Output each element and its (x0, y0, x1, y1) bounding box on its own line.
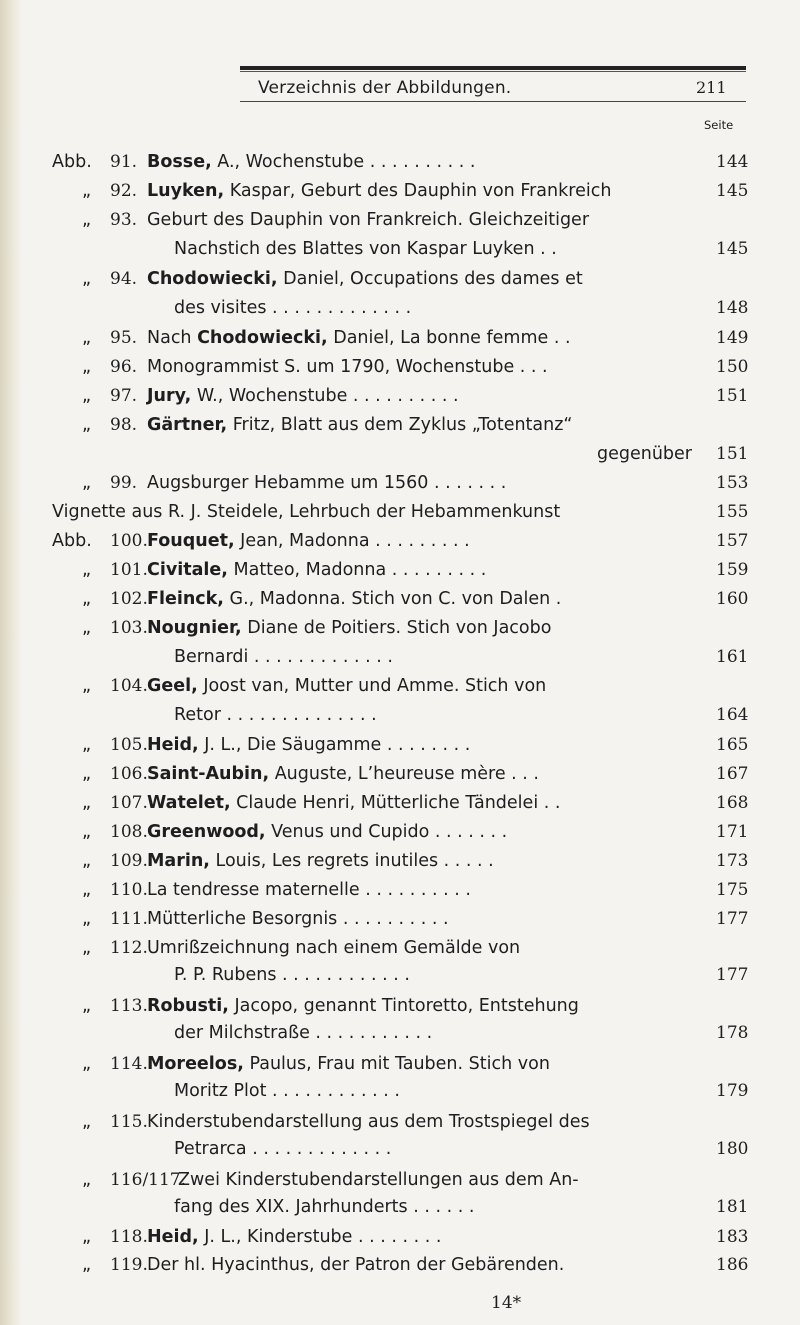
entry-number: 93. (110, 210, 138, 230)
entry-page-number: 177 (716, 909, 749, 929)
entry-number: 109. (110, 851, 148, 871)
entry-title: Umrißzeichnung nach einem Gemälde von (147, 938, 521, 958)
entry-ditto: „ (82, 1170, 92, 1190)
entry-ditto: „ (82, 328, 92, 348)
entry-text (147, 1254, 564, 1276)
entry-page-number: 175 (716, 880, 749, 900)
entry-page-number: 186 (716, 1255, 749, 1275)
entry-ditto: „ (82, 822, 92, 842)
entry-number: 103. (110, 618, 148, 638)
entry-page-number: 180 (716, 1139, 749, 1159)
entry-ditto: „ (82, 1255, 92, 1275)
entry-ditto: „ (82, 618, 92, 638)
entry-continuation: Moritz Plot . . . . . . . . . . . . (174, 1081, 400, 1101)
entry-text (147, 734, 470, 756)
entry-number: 94. (110, 269, 138, 289)
entry-ditto: „ (82, 996, 92, 1016)
entry-number: 111. (110, 909, 148, 929)
entry-title: G., Madonna. Stich von C. von Dalen . (223, 589, 562, 609)
entry-ditto: „ (82, 735, 92, 755)
entry-text (147, 588, 561, 610)
entry-title: Jean, Madonna . . . . . . . . . (234, 531, 470, 551)
entry-artist: Nougnier, (147, 618, 242, 638)
entry-page-number: 150 (716, 357, 749, 377)
entry-title: Kaspar, Geburt des Dauphin von Frankreich (224, 181, 612, 201)
page-number: 211 (696, 78, 727, 97)
entry-number: 110. (110, 880, 148, 900)
entry-number: 118. (110, 1227, 148, 1247)
entry-page-number: 173 (716, 851, 749, 871)
entry-text (147, 209, 589, 231)
entry-artist: Saint-Aubin, (147, 764, 270, 784)
entry-artist: Watelet, (147, 793, 231, 813)
entry-page-number: 168 (716, 793, 749, 813)
entry-continuation: fang des XIX. Jahrhunderts . . . . . . (174, 1197, 475, 1217)
entry-page-number: 145 (716, 181, 749, 201)
entry-text-full: Vignette aus R. J. Steidele, Lehrbuch der Hebammenkunst (52, 502, 561, 522)
entry-text (147, 151, 475, 173)
entry-number: 105. (110, 735, 148, 755)
entry-number: 115. (110, 1112, 148, 1132)
entry-continuation: P. P. Rubens . . . . . . . . . . . . (174, 965, 410, 985)
entry-number: 108. (110, 822, 148, 842)
entry-artist: Heid, (147, 1227, 199, 1247)
running-title: Verzeichnis der Abbildungen. (258, 78, 512, 98)
entry-ditto: „ (82, 909, 92, 929)
entry-number: 97. (110, 386, 138, 406)
entry-title-continued: Daniel, La bonne femme . . (327, 328, 571, 348)
entry-artist: Jury, (147, 386, 192, 406)
entry-prefix: Abb. (52, 531, 92, 551)
entry-page-number: 148 (716, 298, 749, 318)
entry-text (147, 414, 573, 436)
entry-placement-note: gegenüber (597, 444, 693, 464)
entry-title: La tendresse maternelle . . . . . . . . . . (147, 880, 471, 900)
entry-page-number: 183 (716, 1227, 749, 1247)
entry-ditto: „ (82, 764, 92, 784)
entry-ditto: „ (82, 589, 92, 609)
entry-ditto: „ (82, 269, 92, 289)
entry-prefix: Abb. (52, 152, 92, 172)
entry-title: J. L., Die Säugamme . . . . . . . . (198, 735, 471, 755)
entry-title: Venus und Cupido . . . . . . . (265, 822, 508, 842)
entry-number: 95. (110, 328, 138, 348)
entry-artist-secondary: Chodowiecki, (197, 328, 328, 348)
entry-page-number: 178 (716, 1023, 749, 1043)
entry-ditto: „ (82, 357, 92, 377)
entry-artist: Geel, (147, 676, 198, 696)
column-label-seite: Seite (704, 118, 734, 132)
entry-page-number: 164 (716, 705, 749, 725)
entry-number: 104. (110, 676, 148, 696)
entry-text (147, 327, 571, 349)
signature-mark: 14* (491, 1293, 522, 1313)
entry-number: 113. (110, 996, 148, 1016)
entry-artist: Gärtner, (147, 415, 228, 435)
entry-title: J. L., Kinderstube . . . . . . . . (198, 1227, 442, 1247)
entry-title: Matteo, Madonna . . . . . . . . . (227, 560, 487, 580)
entry-number: 107. (110, 793, 148, 813)
entry-title: Geburt des Dauphin von Frankreich. Gleichzeitiger (147, 210, 590, 230)
entry-title: Jacopo, genannt Tintoretto, Entstehung (228, 996, 579, 1016)
entry-title: Auguste, L’heureuse mère . . . (269, 764, 539, 784)
entry-page-number: 153 (716, 473, 749, 493)
entry-title: Louis, Les regrets inutiles . . . . . (209, 851, 494, 871)
entry-ditto: „ (82, 938, 92, 958)
entry-ditto: „ (82, 415, 92, 435)
entry-number: 114. (110, 1054, 148, 1074)
entry-artist: Fleinck, (147, 589, 224, 609)
entry-page-number: 151 (716, 386, 749, 406)
entry-text (147, 356, 548, 378)
entry-ditto: „ (82, 560, 92, 580)
entry-number: 102. (110, 589, 148, 609)
entry-artist: Moreelos, (147, 1054, 244, 1074)
entry-page-number: 181 (716, 1197, 749, 1217)
entry-ditto: „ (82, 676, 92, 696)
entry-artist: Marin, (147, 851, 210, 871)
entry-continuation: des visites . . . . . . . . . . . . . (174, 298, 412, 318)
entry-artist: Robusti, (147, 996, 229, 1016)
entry-artist: Bosse, (147, 152, 212, 172)
entry-page-number: 177 (716, 965, 749, 985)
entry-number: 100. (110, 531, 148, 551)
entry-text (147, 1226, 441, 1248)
entry-title: Nach (147, 328, 198, 348)
entry-text (178, 1169, 579, 1191)
entry-artist: Luyken, (147, 181, 225, 201)
entry-ditto: „ (82, 181, 92, 201)
entry-continuation: Nachstich des Blattes von Kaspar Luyken . . (174, 239, 557, 259)
entry-page-number: 171 (716, 822, 749, 842)
entry-text (147, 1111, 590, 1133)
entry-ditto: „ (82, 851, 92, 871)
entry-page-number: 155 (716, 502, 749, 522)
entry-continuation: Retor . . . . . . . . . . . . . . (174, 705, 377, 725)
entry-text (147, 850, 494, 872)
entry-text (147, 1053, 550, 1075)
entry-ditto: „ (82, 1112, 92, 1132)
entry-number: 92. (110, 181, 138, 201)
entry-title: Mütterliche Besorgnis . . . . . . . . . . (147, 909, 449, 929)
entry-text (147, 821, 507, 843)
entry-page-number: 161 (716, 647, 749, 667)
entry-number: 91. (110, 152, 138, 172)
entry-text (147, 530, 470, 552)
entry-title: Paulus, Frau mit Tauben. Stich von (243, 1054, 550, 1074)
entry-ditto: „ (82, 210, 92, 230)
entry-ditto: „ (82, 880, 92, 900)
entry-artist: Heid, (147, 735, 199, 755)
entry-text (147, 937, 520, 959)
entry-ditto: „ (82, 1054, 92, 1074)
entry-title: Monogrammist S. um 1790, Wochenstube . . . (147, 357, 548, 377)
entry-page-number: 159 (716, 560, 749, 580)
entry-title: Kinderstubendarstellung aus dem Trostspiegel des (147, 1112, 590, 1132)
entry-title: Diane de Poitiers. Stich von Jacobo (241, 618, 552, 638)
entry-number: 106. (110, 764, 148, 784)
entry-continuation: der Milchstraße . . . . . . . . . . . (174, 1023, 433, 1043)
entry-number: 116/117. (110, 1170, 187, 1190)
entry-page-number: 165 (716, 735, 749, 755)
entry-title: Daniel, Occupations des dames et (277, 269, 583, 289)
entry-title: Zwei Kinderstubendarstellungen aus dem An- (178, 1170, 579, 1190)
entry-ditto: „ (82, 386, 92, 406)
entry-page-number: 144 (716, 152, 749, 172)
entry-number: 101. (110, 560, 148, 580)
entry-text (147, 879, 471, 901)
entry-text (147, 995, 579, 1017)
entry-page-number: 179 (716, 1081, 749, 1101)
entry-title: Der hl. Hyacinthus, der Patron der Gebärenden. (147, 1255, 565, 1275)
entry-text (147, 617, 551, 639)
entry-page-number: 157 (716, 531, 749, 551)
entry-title: Augsburger Hebamme um 1560 . . . . . . . (147, 473, 507, 493)
entry-text (147, 792, 560, 814)
entry-text (147, 180, 611, 202)
entry-artist: Fouquet, (147, 531, 235, 551)
entry-continuation: Bernardi . . . . . . . . . . . . . (174, 647, 393, 667)
entry-page-number: 167 (716, 764, 749, 784)
entry-artist: Civitale, (147, 560, 228, 580)
entry-text (147, 472, 506, 494)
entry-ditto: „ (82, 473, 92, 493)
entry-text (147, 675, 546, 697)
entry-ditto: „ (82, 1227, 92, 1247)
entry-page-number: 145 (716, 239, 749, 259)
entry-number: 96. (110, 357, 138, 377)
entry-continuation: Petrarca . . . . . . . . . . . . . (174, 1139, 392, 1159)
entry-title: W., Wochenstube . . . . . . . . . . (191, 386, 459, 406)
entry-title: Fritz, Blatt aus dem Zyklus „Totentanz“ (227, 415, 573, 435)
entry-number: 119. (110, 1255, 148, 1275)
entry-text (147, 908, 449, 930)
entry-title: Joost van, Mutter und Amme. Stich von (197, 676, 547, 696)
entry-title: A., Wochenstube . . . . . . . . . . (211, 152, 476, 172)
entry-number: 98. (110, 415, 138, 435)
entry-page-number: 149 (716, 328, 749, 348)
entry-artist: Chodowiecki, (147, 269, 278, 289)
entry-number: 112. (110, 938, 148, 958)
entry-title: Claude Henri, Mütterliche Tändelei . . (230, 793, 561, 813)
entry-page-number: 151 (716, 444, 749, 464)
entry-text (147, 763, 539, 785)
entry-page-number: 160 (716, 589, 749, 609)
entry-number: 99. (110, 473, 138, 493)
entry-ditto: „ (82, 793, 92, 813)
entry-artist: Greenwood, (147, 822, 266, 842)
entry-text (147, 385, 459, 407)
entry-text (147, 268, 583, 290)
entry-text (147, 559, 486, 581)
